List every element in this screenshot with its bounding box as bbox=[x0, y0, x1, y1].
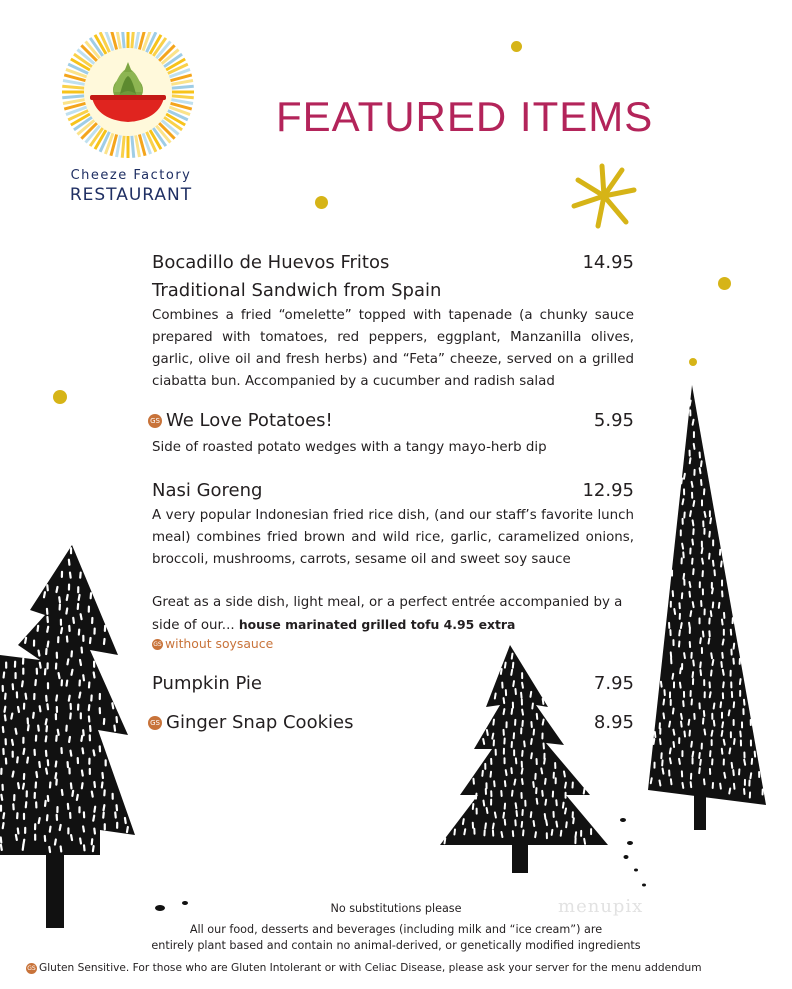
item-description-potatoes: Side of roasted potato wedges with a tangy mayo-herb dip bbox=[152, 440, 547, 455]
footer-plant-based-line2: entirely plant based and contain no animal-derived, or genetically modified ingredients bbox=[151, 939, 641, 952]
decorative-dot bbox=[315, 196, 328, 209]
item-price-ginger-snap: 8.95 bbox=[593, 712, 634, 733]
item-name-ginger-snap: Ginger Snap Cookies bbox=[166, 712, 354, 733]
item-price-bocadillo: 14.95 bbox=[582, 252, 634, 273]
footer-no-substitutions: No substitutions please bbox=[330, 902, 462, 915]
gluten-sensitive-icon: GS bbox=[148, 414, 162, 428]
gluten-sensitive-icon: GS bbox=[27, 964, 36, 972]
star-icon bbox=[568, 162, 640, 230]
decorative-dot bbox=[53, 390, 67, 404]
gluten-sensitive-icon: GS bbox=[148, 716, 162, 730]
gluten-sensitive-icon: GS bbox=[153, 641, 162, 648]
item-name-pumpkin-pie: Pumpkin Pie bbox=[152, 673, 262, 694]
item-price-potatoes: 5.95 bbox=[593, 410, 634, 431]
item-name-potatoes: We Love Potatoes! bbox=[166, 410, 333, 431]
item-description-nasi-goreng: A very popular Indonesian fried rice dish, (and our staff’s favorite lunch meal) combines fried brown and wild rice, garlic, caramelized onions, broccoli, mushrooms, carrots, sesame oil and sweet soy sauce bbox=[152, 508, 634, 567]
tree-right-icon bbox=[648, 385, 766, 830]
item-subtitle-bocadillo: Traditional Sandwich from Spain bbox=[152, 280, 442, 301]
item-price-nasi-goreng: 12.95 bbox=[582, 480, 634, 501]
watermark: menupix bbox=[558, 896, 644, 917]
page-title: FEATURED ITEMS bbox=[276, 93, 654, 140]
decorative-dot bbox=[718, 277, 731, 290]
item-note-text: without soysauce bbox=[165, 636, 274, 651]
logo-name-line2: RESTAURANT bbox=[69, 185, 193, 205]
decorative-dot bbox=[689, 358, 697, 366]
item-name-nasi-goreng: Nasi Goreng bbox=[152, 480, 263, 501]
tree-left-icon bbox=[0, 545, 135, 930]
item-note-nasi-goreng bbox=[152, 636, 273, 651]
footer-gluten-text: Gluten Sensitive. For those who are Gluten Intolerant or with Celiac Disease, please ask your server for the menu addendum bbox=[39, 962, 702, 974]
restaurant-logo bbox=[58, 32, 198, 162]
item-name-bocadillo: Bocadillo de Huevos Fritos bbox=[152, 252, 390, 273]
footer-plant-based-line1: All our food, desserts and beverages (including milk and “ice cream”) are bbox=[189, 923, 603, 936]
decorative-dot bbox=[511, 41, 522, 52]
item-description2-nasi-goreng bbox=[152, 592, 634, 637]
item-extra-tofu: house marinated grilled tofu 4.95 extra bbox=[238, 617, 516, 632]
item-row-ginger-snap bbox=[148, 712, 353, 733]
footer-gluten-note bbox=[26, 962, 766, 974]
logo-sun-bowl-icon bbox=[58, 32, 198, 162]
logo-name-line1: Cheeze Factory bbox=[70, 168, 192, 183]
item-price-pumpkin-pie: 7.95 bbox=[593, 673, 634, 694]
item-description-bocadillo: Combines a fried “omelette” topped with tapenade (a chunky sauce prepared with tomatoes, red peppers, eggplant, Manzanilla olives, garlic, olive oil and fresh herbs) and “Feta” cheeze, served on a grilled ciabatta bun. Accompanied by a cucumber and radish salad bbox=[152, 308, 634, 389]
item-description2-text: Great as a side dish, light meal, or a perfect entrée accompanied by a side of our... bbox=[152, 595, 623, 633]
item-row-potatoes bbox=[148, 410, 333, 431]
